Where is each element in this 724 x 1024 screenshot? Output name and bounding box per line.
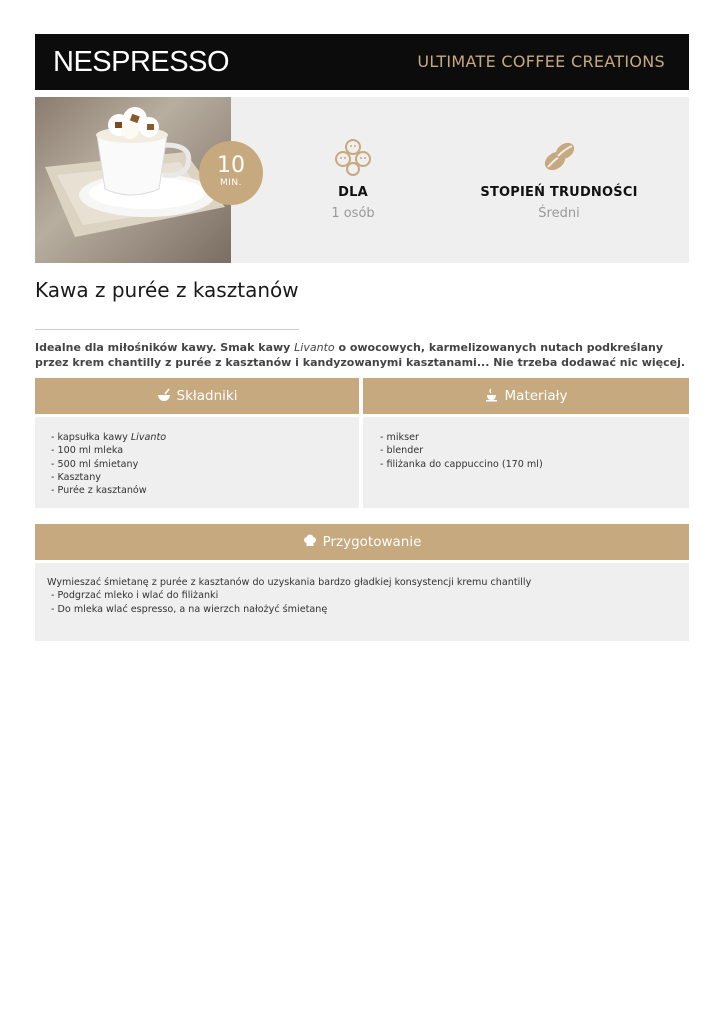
ingredients-panel: [35, 417, 359, 508]
prep-time-unit: MIN.: [219, 178, 242, 188]
difficulty-block: [465, 137, 653, 221]
prep-time-value: 10: [217, 153, 245, 178]
materials-header: [363, 378, 689, 414]
people-icon: [333, 137, 373, 177]
recipe-summary-panel: [35, 97, 689, 263]
bowl-icon: [157, 388, 171, 402]
materials-list: [380, 431, 543, 471]
capsule-name: Livanto: [130, 432, 167, 443]
list-item: [51, 431, 166, 444]
list-item: - mikser: [380, 432, 419, 443]
intro-text-end: o owocowych, karmelizowanych nutach podkreślany przez krem chantilly z purée z kasztanów i kandyzowanymi kasztanami... Nie trzeba dodawać nic więcej.: [35, 341, 686, 369]
servings-value: 1 osób: [331, 206, 375, 221]
preparation-heading: Przygotowanie: [322, 534, 422, 550]
prep-time-badge: [199, 141, 263, 205]
preparation-panel: [35, 563, 689, 641]
list-item: - 500 ml śmietany: [51, 458, 139, 470]
difficulty-label: STOPIEŃ TRUDNOŚCI: [480, 185, 638, 200]
servings-label: DLA: [338, 185, 368, 200]
list-item: - Kasztany: [51, 471, 101, 483]
capsule-prefix: - kapsułka kawy: [51, 432, 131, 443]
coffee-beans-icon: [539, 137, 579, 177]
preparation-step: - Podgrzać mleko i wlać do filiżanki: [51, 590, 219, 602]
servings-block: [303, 137, 403, 221]
preparation-step: - Do mleka wlać espresso, a na wierzch nałożyć śmietanę: [51, 603, 328, 615]
difficulty-value: Średni: [538, 206, 580, 221]
materials-panel: [363, 417, 689, 508]
intro-coffee-name: Livanto: [294, 341, 335, 354]
preparation-step: Wymieszać śmietanę z purée z kasztanów do uzyskania bardzo gładkiej konsystencji kremu chantilly: [47, 577, 532, 588]
preparation-steps: [47, 576, 531, 616]
intro-text-start: Idealne dla miłośników kawy. Smak kawy: [35, 341, 295, 354]
title-divider: [35, 329, 299, 330]
materials-heading: Materiały: [504, 388, 568, 404]
header-bar: [35, 34, 689, 90]
brand-logo: NESPRESSO: [53, 46, 229, 78]
recipe-title: Kawa z purée z kasztanów: [35, 278, 299, 302]
ingredients-header: [35, 378, 359, 414]
list-item: - blender: [380, 445, 424, 457]
list-item: - Purée z kasztanów: [51, 485, 147, 497]
cup-icon: [485, 388, 499, 402]
ingredients-heading: Składniki: [176, 388, 238, 404]
chef-hat-icon: [303, 534, 317, 548]
ingredients-list: [51, 431, 166, 497]
list-item: - filiżanka do cappuccino (170 ml): [380, 458, 543, 470]
recipe-intro: [35, 340, 689, 370]
preparation-header: [35, 524, 689, 560]
header-tagline: ULTIMATE COFFEE CREATIONS: [417, 52, 665, 71]
list-item: - 100 ml mleka: [51, 445, 124, 457]
